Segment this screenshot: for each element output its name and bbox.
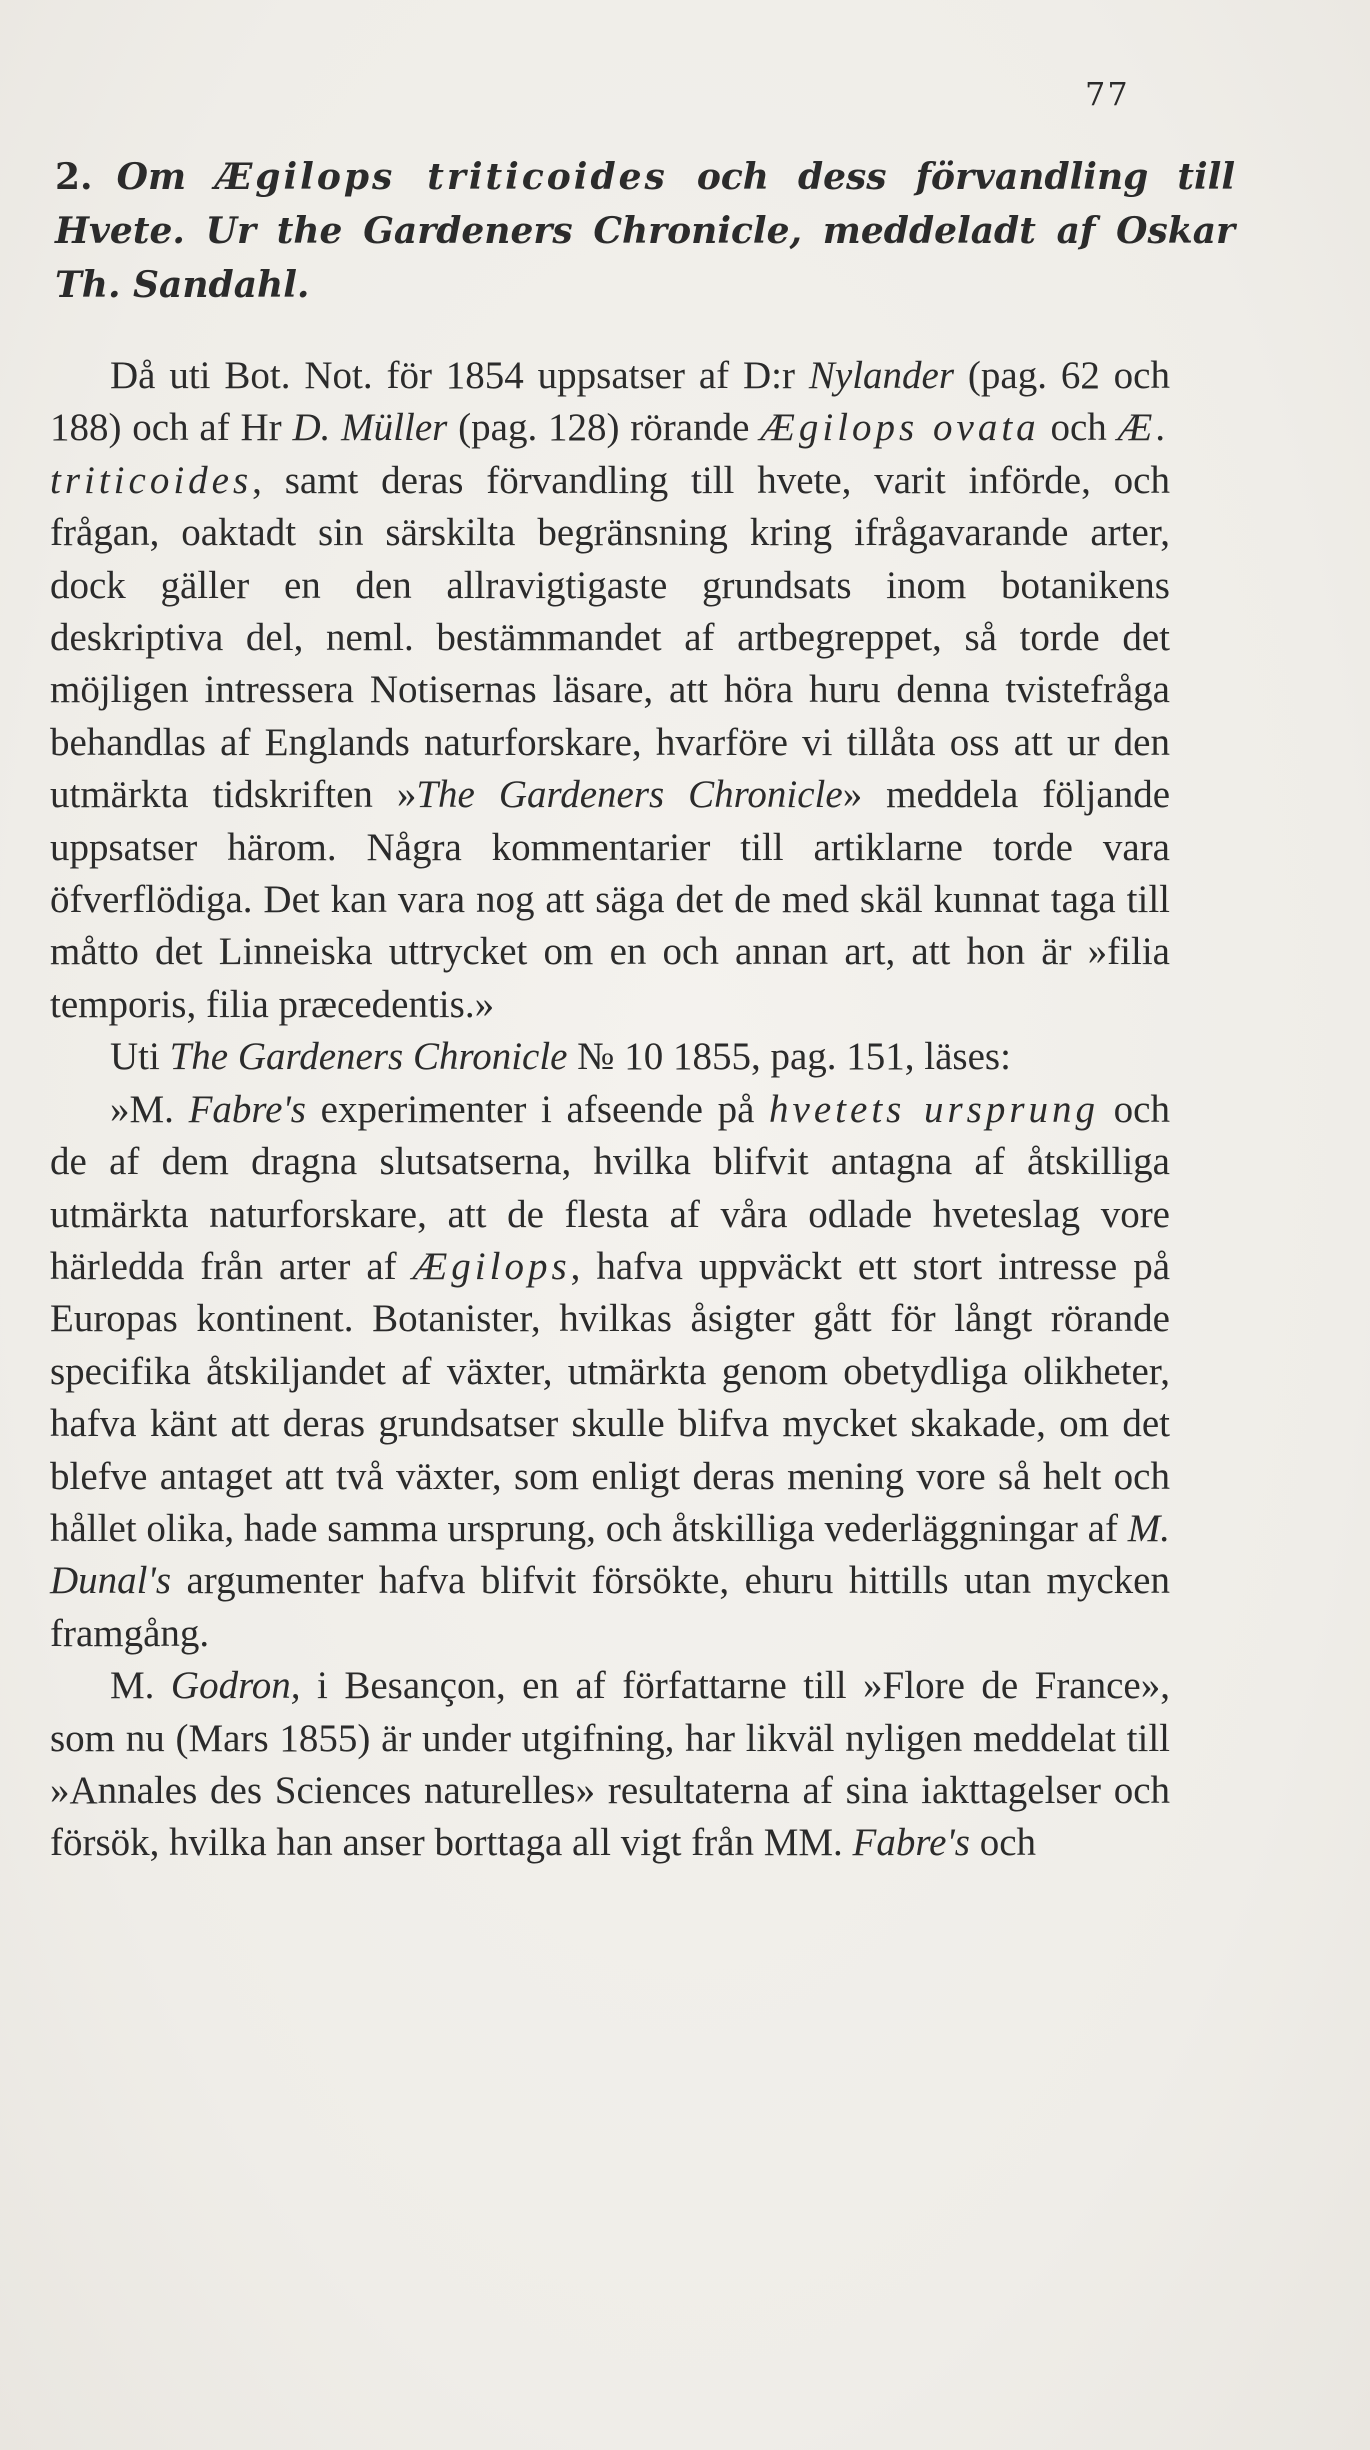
- text-run: (pag. 128) rörande: [447, 406, 761, 450]
- text-run: och: [1039, 406, 1118, 450]
- text-run: och de af dem dragna slutsatserna, hvilka blifvit antagna af åtskilliga utmärkta naturforskare, att de flesta af våra odlade hveteslag vore härledda från arter af: [50, 1087, 1170, 1288]
- text-run: experimenter i afseende på: [305, 1087, 770, 1131]
- author-name: Fabre's: [188, 1087, 306, 1131]
- text-run: och: [969, 1821, 1036, 1865]
- heading-text: och dess förvandling till Hvete. Ur the Gardeners Chronicle, meddeladt af Oskar Th. Sandahl.: [55, 156, 1235, 306]
- species-name: Ægilops: [412, 1244, 571, 1288]
- author-name: D. Müller: [292, 406, 448, 450]
- text-run: , samt deras förvandling till hvete, varit införde, och frågan, oaktadt sin särskilta begränsning kring ifrågavarande arter, dock gäller en den allravigtigaste grundsats inom botanikens deskriptiva del, neml. bestämmandet af artbegreppet, så torde det möjligen intressera Notisernas läsare, att höra huru denna tvistefråga behandlas af Englands naturforskare, hvarföre vi tillåta oss att ur den utmärkta tidskriften »: [50, 458, 1170, 817]
- paragraph: [50, 1084, 1170, 1660]
- text-run: (pag. 62 och 188) och af Hr: [50, 354, 1170, 450]
- text-run: »M.: [110, 1087, 189, 1131]
- paragraph: [50, 350, 1170, 1031]
- heading-number: 2.: [55, 156, 93, 198]
- author-name: Fabre's: [852, 1821, 970, 1865]
- text-run: , hafva uppväckt ett stort intresse på Europas kontinent. Botanister, hvilkas åsigter gått för långt rörande specifika åtskiljandet af växter, utmärkta genom obetydliga olikheter, hafva känt att deras grundsatser skulle blifva mycket skakade, om det blefve antaget att två växter, som enligt deras mening vore så helt och hållet olika, hade samma ursprung, och åtskilliga vederläggningar af: [50, 1244, 1171, 1550]
- species-name: Ægilops ovata: [760, 406, 1040, 450]
- text-run: » meddela följande uppsatser härom. Några kommentarier till artiklarne torde vara öfverflödiga. Det kan vara nog att säga det de med skäl kunnat taga till måtto det Linneiska uttrycket om en och annan art, att hon är »filia temporis, filia præcedentis.»: [50, 773, 1171, 1026]
- text-run: argumenter hafva blifvit försökte, ehuru hittills utan mycken framgång.: [50, 1559, 1170, 1655]
- paragraph: [50, 1031, 1170, 1083]
- heading-text: Om: [116, 156, 216, 198]
- page-number: 77: [1085, 75, 1130, 113]
- text-run: M.: [110, 1664, 171, 1708]
- author-name: Nylander: [808, 354, 955, 397]
- text-run: Då uti Bot. Not. för 1854 uppsatser af D:r: [110, 354, 809, 397]
- article-heading: [55, 150, 1235, 312]
- text-run: № 10 1855, pag. 151, läses:: [567, 1035, 1011, 1079]
- journal-title: The Gardeners Chronicle: [416, 773, 843, 817]
- text-run: i Besançon, en af författarne till »Flore de France», som nu (Mars 1855) är under utgifning, har likväl nyligen meddelat till »Annales des Sciences naturelles» resultaterna af sina iakttagelser och försök, hvilka han anser borttaga all vigt från MM.: [50, 1664, 1170, 1865]
- author-name: M. Dunal's: [50, 1506, 1170, 1603]
- text-run: Uti: [110, 1035, 170, 1079]
- species-name: Æ. triticoides: [50, 406, 1171, 502]
- author-name: Godron,: [170, 1664, 301, 1708]
- journal-title: The Gardeners Chronicle: [169, 1035, 568, 1079]
- heading-species: Ægilops triticoides: [215, 156, 668, 198]
- article-body: [50, 350, 1170, 1870]
- emphasis: hvetets ursprung: [769, 1087, 1100, 1131]
- paragraph: [50, 1660, 1170, 1870]
